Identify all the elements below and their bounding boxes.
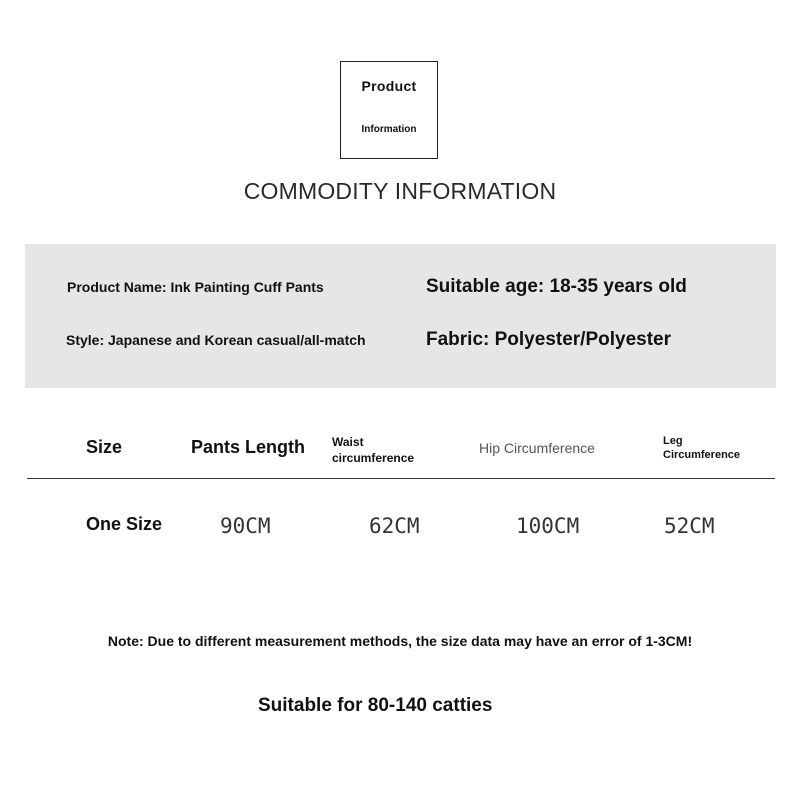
product-name: Product Name: Ink Painting Cuff Pants [67,279,324,295]
section-title: COMMODITY INFORMATION [243,178,557,204]
suitable-weight: Suitable for 80-140 catties [258,695,493,716]
header-waist-circumference [332,434,414,466]
product-information-logo [340,61,438,159]
product-info-panel [25,244,776,388]
header-leg-circumference [663,434,740,462]
header-leg-line1: Leg [663,435,683,447]
hip-value: 100CM [516,514,580,538]
size-value: One Size [86,514,163,534]
table-divider [27,478,775,479]
header-hip-circumference: Hip Circumference [479,440,595,456]
measurement-note: Note: Due to different measurement methods, the size data may have an error of 1-3CM! [107,633,693,649]
leg-value: 52CM [664,514,715,538]
header-pants-length: Pants Length [191,437,306,457]
waist-value: 62CM [369,514,420,538]
fabric: Fabric: Polyester/Polyester [426,329,671,350]
product-style: Style: Japanese and Korean casual/all-match [66,332,366,348]
header-waist-line1: Waist [332,435,364,449]
pants-length-value: 90CM [220,514,271,538]
suitable-age: Suitable age: 18-35 years old [426,276,687,297]
logo-subtitle: Information [361,124,417,135]
header-leg-line2: Circumference [663,449,741,461]
header-waist-line2: circumference [332,451,415,465]
header-size: Size [86,437,123,457]
logo-title: Product [361,78,417,94]
